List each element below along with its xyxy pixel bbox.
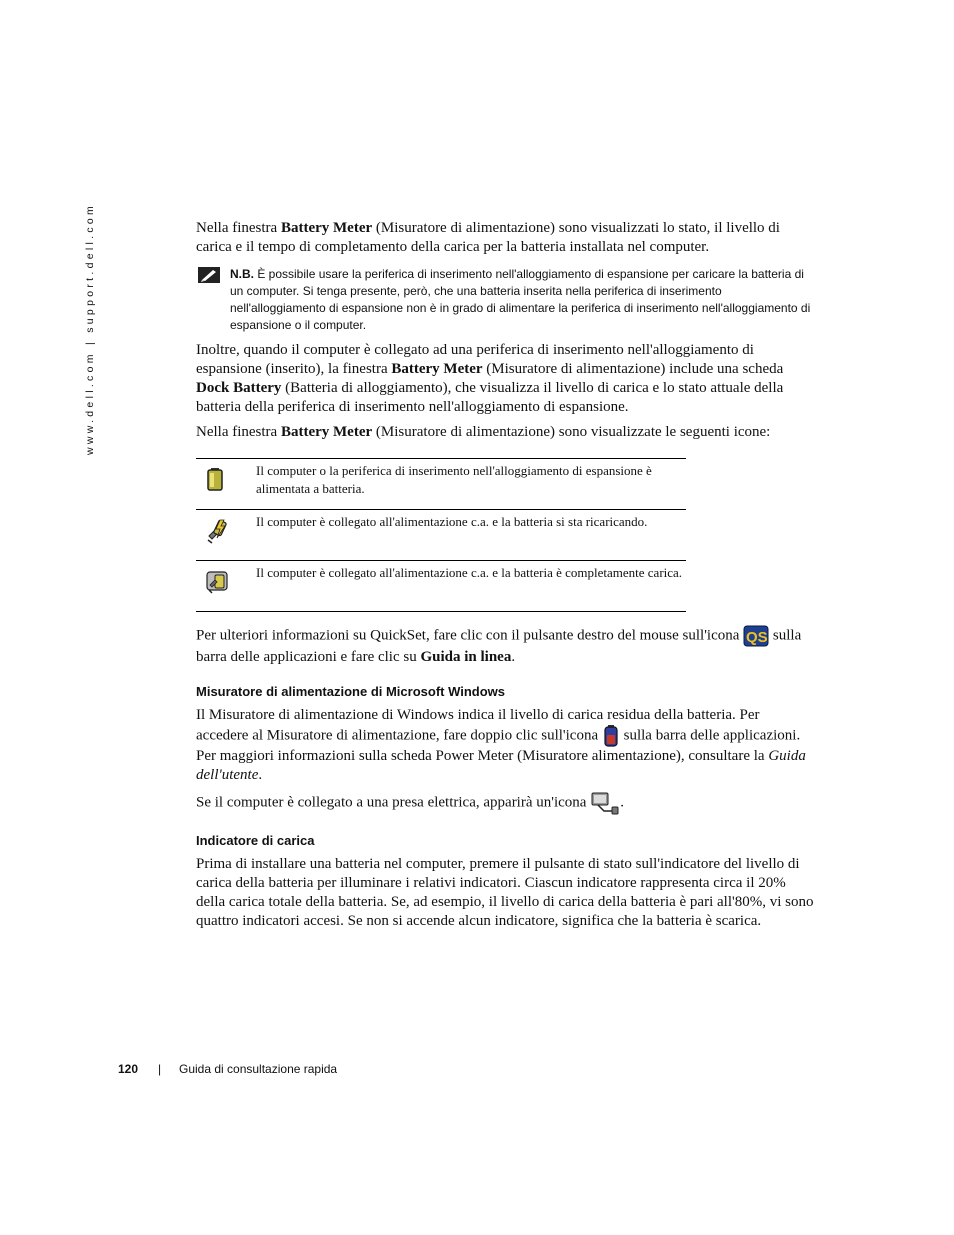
note-text: È possibile usare la periferica di inserimento nell'alloggiamento di espansione per caricare la batteria di un computer. Si tenga presente, però, che una batteria inserita nella periferica di inserimento nell'alloggiamento di espansione non è in grado di alimentare la periferica di inserimento nell'alloggiamento di espansione o il computer. [230,267,811,332]
table-row [196,510,686,561]
page-number: 120 [118,1062,139,1076]
charging-plug-icon [206,518,230,544]
note-block [196,266,814,334]
footer-separator: | [158,1062,162,1076]
icon-description: Il computer è collegato all'alimentazione c.a. e la batteria è completamente carica. [256,565,683,580]
table-row [196,561,686,612]
paragraph-charge-indicator: Prima di installare una batteria nel computer, premere il pulsante di stato sull'indicatore del livello di carica della batteria per illuminare i relativi indicatori. Ciascun indicatore rappresenta circa il 20% della carica totale della batteria. Se, ad esempio, il livello di carica della batteria è pari all'80%, vi sono quattro indicatori accesi. Se non si accende alcun indicatore, significa che la batteria è scarica. [196,856,814,929]
note-pencil-icon [198,267,220,283]
battery-icon [206,467,224,491]
main-content [196,219,814,931]
paragraph-dock-battery: Inoltre, quando il computer è collegato ad una periferica di inserimento nell'alloggiamento di espansione (inserito), la finestra Battery Meter (Misuratore di alimentazione) include una scheda Dock Battery (Batteria di alloggiamento), che visualizza il livello di carica e lo stato attuale della batteria della periferica di inserimento nell'alloggiamento di espansione. [196,342,784,415]
paragraph-windows-power-meter: Il Misuratore di alimentazione di Windows indica il livello di carica residua della batteria. Per accedere al Misuratore di alimentazione, fare doppio clic sull'icona sulla barra delle applicazioni. Per maggiori informazioni sulla scheda Power Meter (Misuratore alimentazione), consultare la Guida dell'utente. [196,707,806,783]
svg-text:QS: QS [746,629,768,646]
charged-plug-icon [206,569,230,595]
ac-plug-icon [590,790,620,816]
table-row [196,459,686,510]
icon-table [196,458,686,612]
paragraph-battery-meter-intro: Nella finestra Battery Meter (Misuratore di alimentazione) sono visualizzati lo stato, il livello di carica e il tempo di completamento della carica per la batteria installata nel computer. [196,220,780,255]
footer-title: Guida di consultazione rapida [179,1062,338,1076]
paragraph-quickset: Per ulteriori informazioni su QuickSet, fare clic con il pulsante destro del mouse sull'icona QS sulla barra delle applicazioni e fare clic su Guida in linea. [196,624,814,667]
icon-description: Il computer o la periferica di inserimento nell'alloggiamento di espansione è alimentata a batteria. [256,463,652,496]
icon-description: Il computer è collegato all'alimentazione c.a. e la batteria si sta ricaricando. [256,514,648,529]
page-footer [118,1062,338,1076]
heading-windows-power-meter: Misuratore di alimentazione di Microsoft Windows [196,684,506,699]
paragraph-icons-intro: Nella finestra Battery Meter (Misuratore di alimentazione) sono visualizzate le seguenti icone: [196,424,771,440]
note-label: N.B. [230,267,254,281]
battery-icon [602,725,620,747]
sidebar-url: www.dell.com | support.dell.com [84,202,96,455]
paragraph-ac-icon: Se il computer è collegato a una presa elettrica, apparirà un'icona . [196,790,814,816]
heading-charge-indicator: Indicatore di carica [196,833,315,848]
quickset-icon [743,624,769,648]
